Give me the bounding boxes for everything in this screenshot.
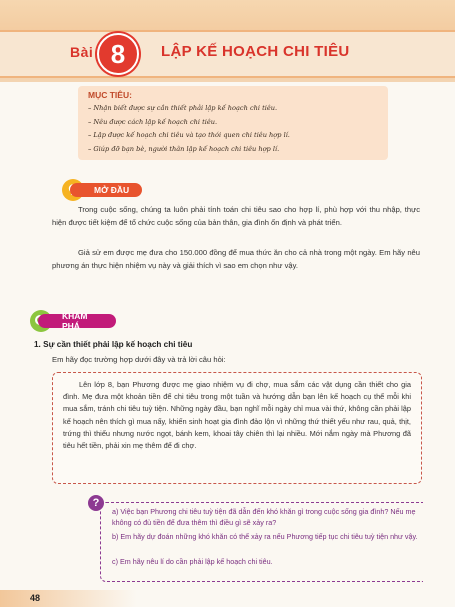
case-study-text: Lên lớp 8, bạn Phương được mẹ giao nhiệm vụ đi chợ, mua sắm các vật dụng cần thiết cho gia đình. Mẹ đưa một khoản tiền để chi tiêu trong một tuần và hướng dẫn bạn lên kế hoạch cụ thể mỗi khi mua sắm, tránh chi tiêu tuỳ tiện. Những ngày đầu, bạn nghĩ mỗi ngày chỉ mua vài thứ, không cần phải lập kế hoạch nên thích gì mua nấy, khiến sinh hoạt gia đình đảo lộn vì những thứ thiết yếu như rau, quả, thịt, trứng thì thiếu nhưng nước ngọt, bánh kem, khoai tây chiên thì lại nhiều. Mới nắm ngày mà Phương đã tiêu hết tiền, phải xin mẹ thêm để đi chợ. xyxy=(63,380,411,451)
lesson-header xyxy=(0,0,455,82)
lesson-title: LẬP KẾ HOẠCH CHI TIÊU xyxy=(161,43,350,60)
section-kham-pha-label: KHÁM PHÁ xyxy=(62,311,88,331)
question-c: c) Em hãy nêu lí do cần phải lập kế hoạch chi tiêu. xyxy=(112,557,273,566)
objective-item: – Lập được kế hoạch chi tiêu và tạo thói quen chi tiêu hợp lí. xyxy=(88,131,290,139)
subsection-intro: Em hãy đọc trường hợp dưới đây và trả lời câu hỏi: xyxy=(52,355,226,364)
case-study-box xyxy=(52,372,422,484)
objective-item: – Nhận biết được sự cần thiết phải lập kế hoạch chi tiêu. xyxy=(88,104,278,112)
objectives-title: MỤC TIÊU: xyxy=(88,90,132,100)
mo-dau-paragraph-1: Trong cuộc sống, chúng ta luôn phải tính toán chi tiêu sao cho hợp lí, phù hợp với thu nhập, thực hiện được tiết kiệm để tổ chức cuộc sống của bản thân, gia đình ổn định và phát triển. xyxy=(52,205,420,227)
question-badge-text: ? xyxy=(92,497,100,509)
objectives-box xyxy=(78,86,388,160)
page-number: 48 xyxy=(30,593,41,603)
section-mo-dau xyxy=(70,183,142,197)
mo-dau-paragraph-2: Giả sử em được mẹ đưa cho 150.000 đồng để mua thức ăn cho cả nhà trong một ngày. Em hãy nêu phương án thực hiện nhiệm vụ này và giải thích vì sao em chọn như vậy. xyxy=(52,248,420,270)
question-b: b) Em hãy dự đoán những khó khăn có thể xảy ra nếu Phương tiếp tục chi tiêu tuỳ tiện như vậy. xyxy=(112,532,418,541)
subsection-heading: 1. Sự cần thiết phải lập kế hoạch chi tiêu xyxy=(34,340,193,349)
question-a: a) Việc bạn Phương chi tiêu tuỳ tiện đã dẫn đến khó khăn gì trong cuộc sống gia đình? Nếu mẹ không có đủ tiền để đưa thêm thì điều gì sẽ xảy ra? xyxy=(112,507,416,527)
lesson-number: 8 xyxy=(110,38,126,69)
objective-item: – Nêu được cách lập kế hoạch chi tiêu. xyxy=(88,117,218,126)
lesson-number-badge xyxy=(97,33,139,75)
section-mo-dau-label: MỞ ĐẦU xyxy=(94,185,130,195)
footer-bar xyxy=(0,590,455,607)
lesson-label: Bài xyxy=(70,44,94,60)
question-mark-icon xyxy=(88,495,104,511)
section-kham-pha xyxy=(38,311,116,331)
objective-item: – Giúp đỡ bạn bè, người thân lập kế hoạch chi tiêu hợp lí. xyxy=(88,144,280,153)
